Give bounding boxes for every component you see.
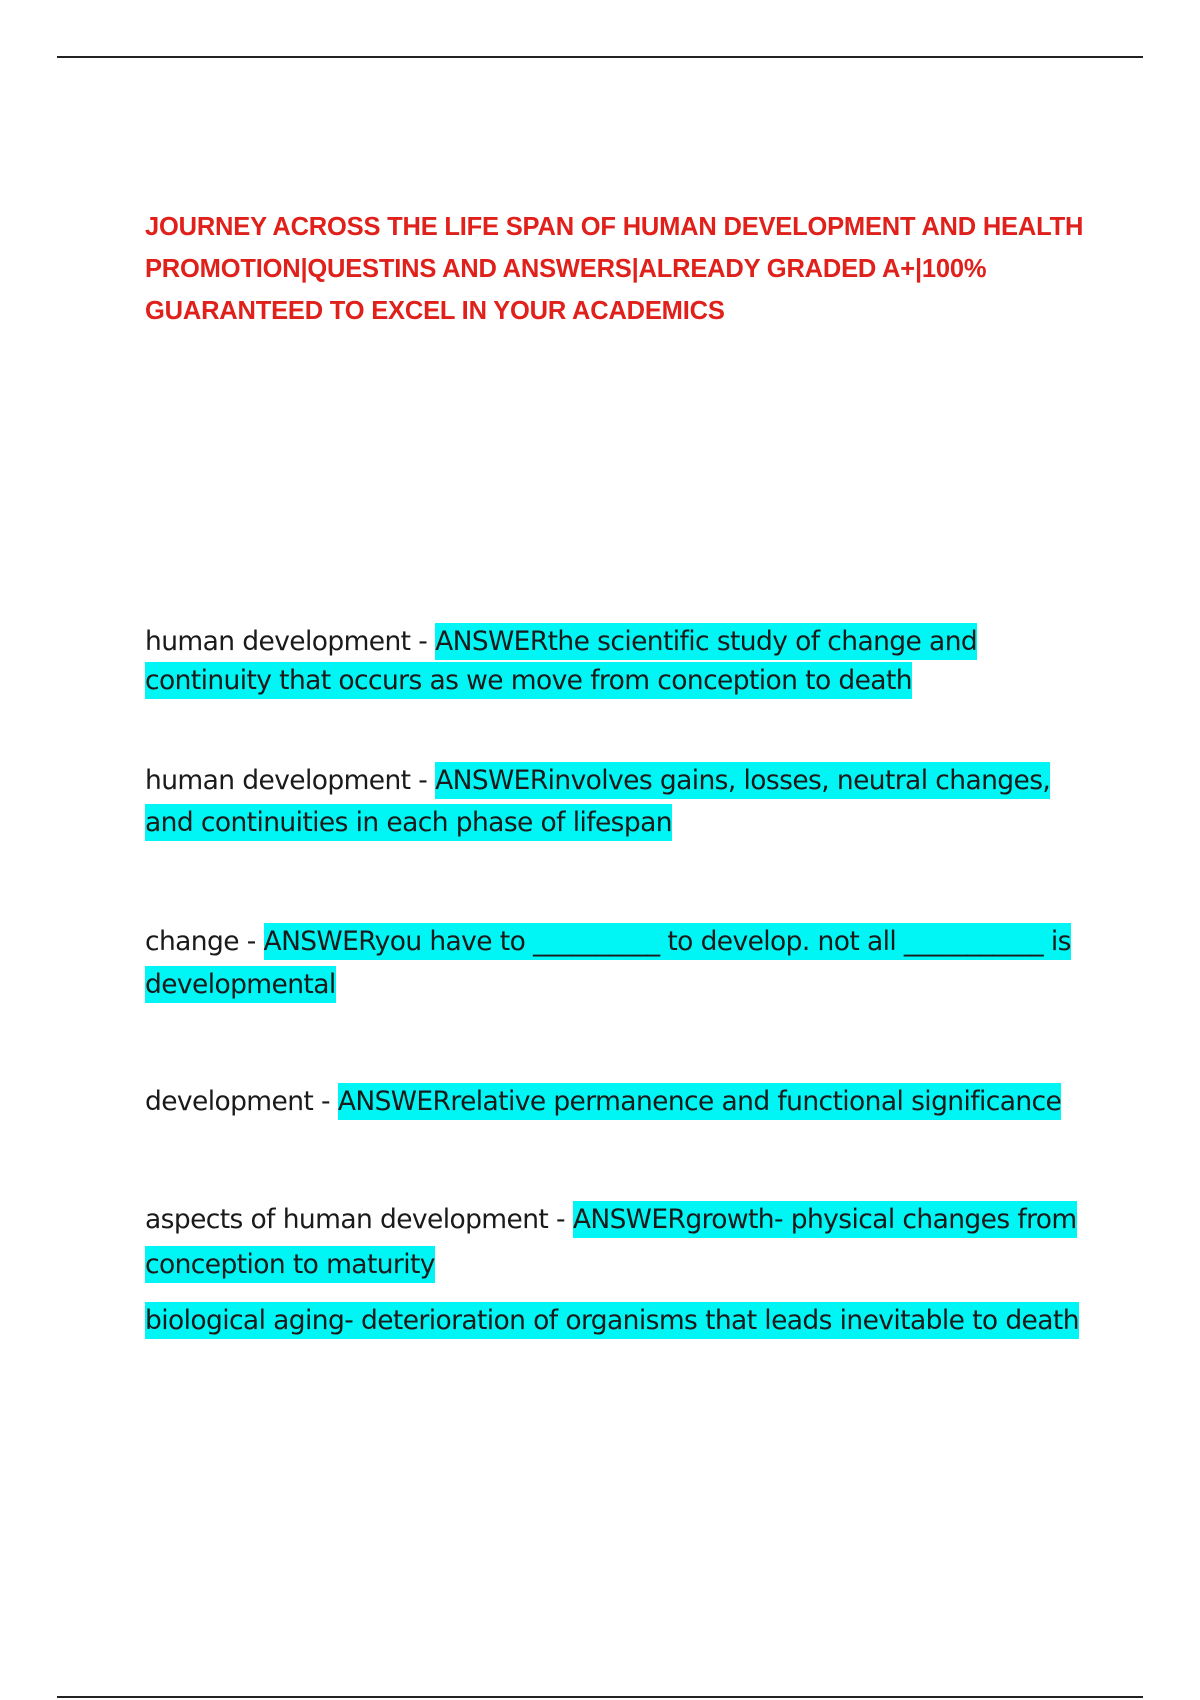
qa-entry	[145, 1197, 1095, 1287]
footer-rule	[57, 1696, 1143, 1698]
qa-answer: ANSWERgrowth- physical changes from conception to maturity	[145, 1201, 1077, 1283]
qa-term: change -	[145, 926, 264, 957]
qa-entry	[145, 760, 1095, 844]
qa-entry	[145, 1082, 1145, 1122]
qa-answer: ANSWERthe scientific study of change and continuity that occurs as we move from conception to death	[145, 623, 977, 699]
header-rule	[57, 56, 1143, 58]
qa-term: human development -	[145, 626, 436, 657]
qa-entry	[145, 920, 1095, 1006]
qa-term: aspects of human development -	[145, 1204, 573, 1235]
qa-answer: biological aging- deterioration of organisms that leads inevitable to death	[145, 1302, 1079, 1339]
qa-term: human development -	[145, 765, 436, 796]
qa-entry	[145, 622, 1095, 700]
qa-answer: ANSWERyou have to __________ to develop. not all ___________ is developmental	[145, 923, 1071, 1003]
document-title: JOURNEY ACROSS THE LIFE SPAN OF HUMAN DEVELOPMENT AND HEALTH PROMOTION|QUESTINS AND ANSWERS|ALREADY GRADED A+|100% GUARANTEED TO EXCEL IN YOUR ACADEMICS	[145, 213, 1084, 325]
qa-answer: ANSWERinvolves gains, losses, neutral changes, and continuities in each phase of lifespan	[145, 762, 1050, 841]
qa-answer-continuation	[145, 1300, 1095, 1342]
qa-answer: ANSWERrelative permanence and functional significance	[338, 1083, 1061, 1120]
qa-term: development -	[145, 1086, 338, 1117]
